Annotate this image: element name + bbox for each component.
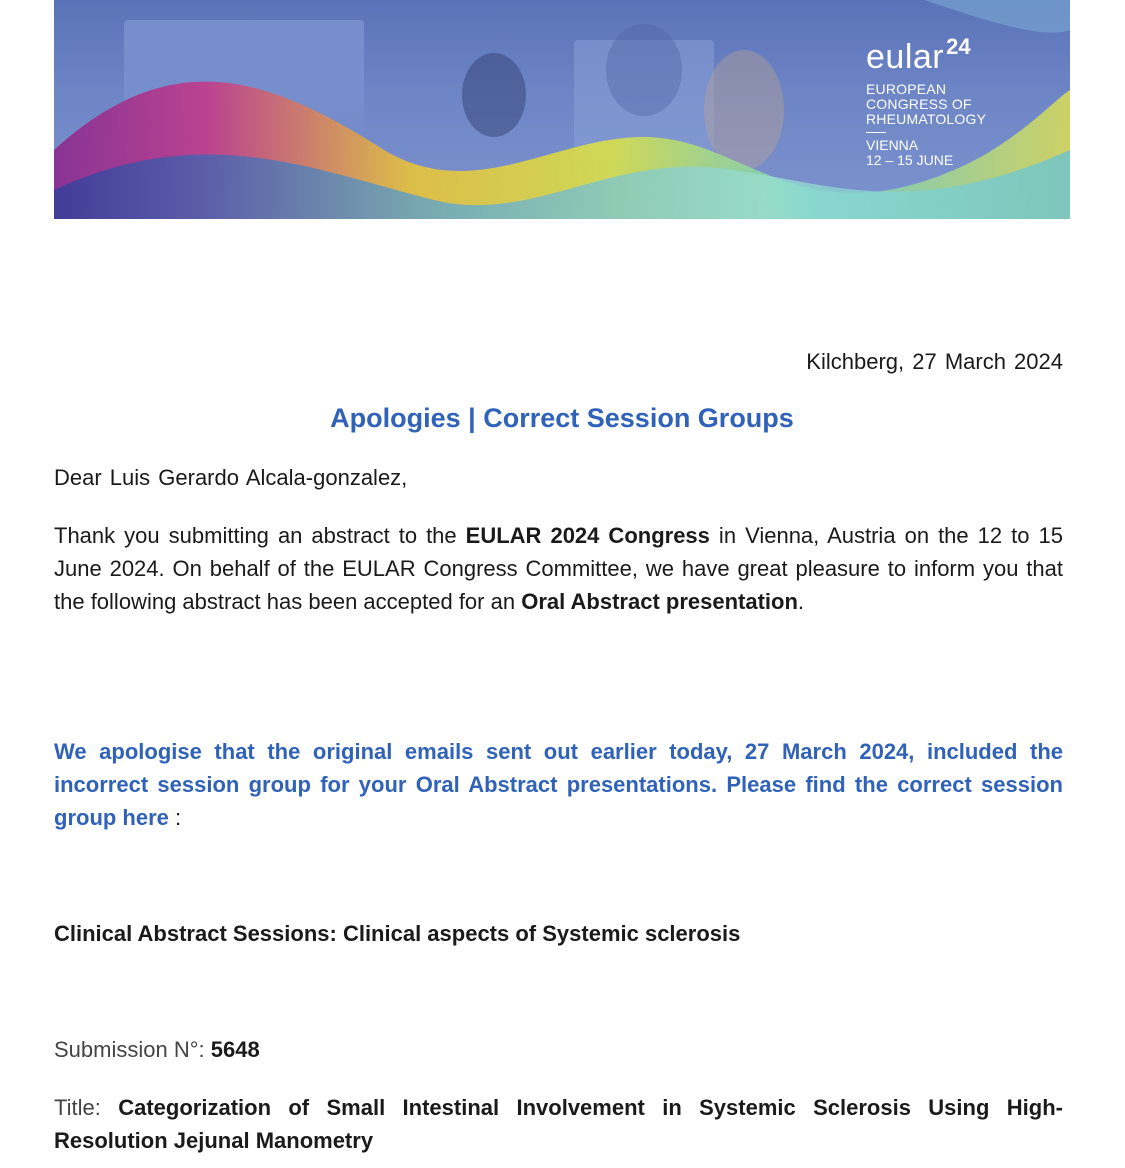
letter-headline: Apologies | Correct Session Groups (330, 403, 794, 433)
apology-text: We apologise that the original emails sent out earlier today, 27 March 2024, included the incorrect session group for your Oral Abstract presentations. Please find the correct session group here (54, 739, 1063, 830)
letter-salutation: Dear Luis Gerardo Alcala-gonzalez, (54, 465, 408, 490)
logo-dates: 12 – 15 JUNE (866, 152, 954, 168)
abstract-title-line (54, 1091, 1063, 1157)
header-banner (54, 0, 1070, 219)
apology-paragraph (54, 735, 1063, 834)
title-label: Title: (54, 1095, 119, 1120)
logo-subtitle (866, 82, 1006, 127)
p1-text-e: . (797, 589, 805, 614)
apology-colon: : (168, 805, 182, 830)
p1-presentation-type: Oral Abstract presentation (521, 589, 798, 614)
eular-logo (866, 34, 1006, 168)
acceptance-paragraph (54, 519, 1063, 618)
session-group: Clinical Abstract Sessions: Clinical aspects of Systemic sclerosis (54, 921, 741, 946)
logo-line-3: RHEUMATOLOGY (866, 111, 987, 127)
logo-year: 24 (946, 34, 971, 59)
logo-divider (866, 132, 886, 133)
logo-line-2: CONGRESS OF (866, 96, 972, 112)
submission-label: Submission N°: (54, 1037, 211, 1062)
submission-number-line (54, 1033, 260, 1066)
p1-text-c: in Vienna, Austria on the 12 to 15 June 2024. On behalf of the EULAR Congress Committee, we have great pleasure to inform you that the following abstract has been accepted for an (54, 523, 1063, 614)
p1-text-a: Thank you submitting an abstract to the (54, 523, 466, 548)
letter-dateline: Kilchberg, 27 March 2024 (806, 349, 1063, 374)
logo-line-1: EUROPEAN (866, 81, 947, 97)
logo-wordmark: eular (866, 38, 945, 76)
abstract-title: Categorization of Small Intestinal Involvement in Systemic Sclerosis Using High-Resolution Jejunal Manometry (54, 1095, 1063, 1153)
logo-city: VIENNA (866, 137, 919, 153)
submission-number: 5648 (210, 1037, 260, 1062)
p1-congress-name: EULAR 2024 Congress (465, 523, 710, 548)
